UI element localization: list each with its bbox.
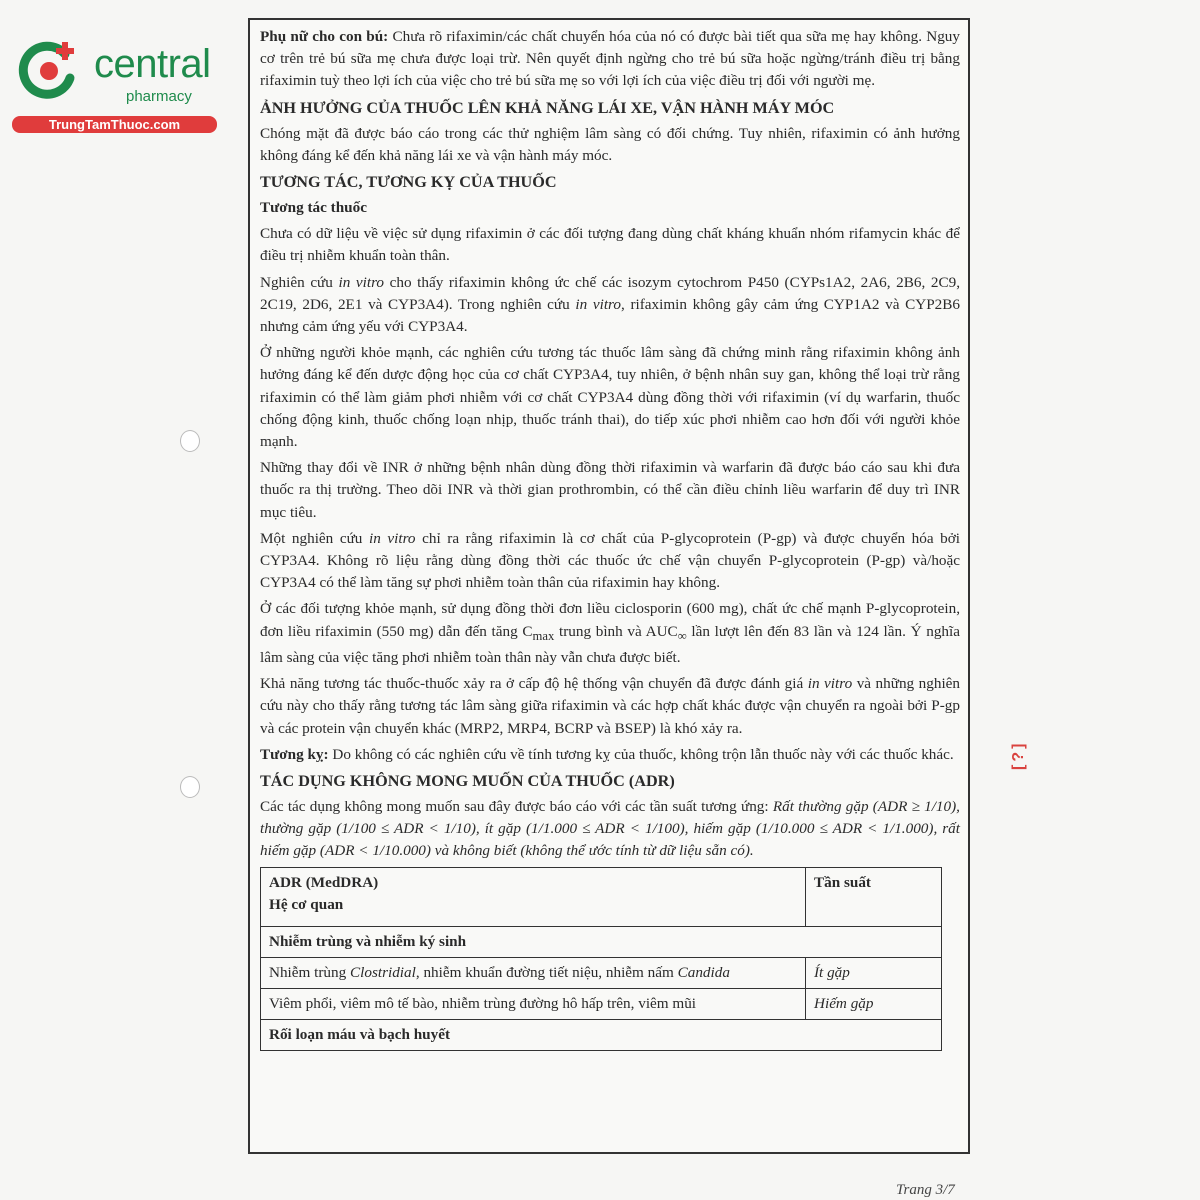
text-span: trung bình và AUC bbox=[554, 622, 678, 640]
text-span: Nhiễm trùng bbox=[269, 963, 350, 981]
auc-subscript: ∞ bbox=[677, 628, 687, 643]
header-frequency: Tần suất bbox=[806, 867, 942, 926]
brand-name: central bbox=[94, 42, 211, 86]
text-span: Khả năng tương tác thuốc-thuốc xảy ra ở cấp độ hệ thống vận chuyển đã được đánh giá bbox=[260, 675, 808, 693]
table-row bbox=[261, 988, 942, 1019]
text-span: , nhiễm khuẩn đường tiết niệu, nhiễm nấm bbox=[415, 963, 678, 981]
text-span: và những nghiên cứu này cho thấy rằng tương tác lâm sàng giữa rifaximin và các hợp chất khác được vận chuyển ra ngoài bởi P-gp và các protein vận chuyển khác (MRP2, MRP4, BCRP và BSEP) là khó xảy ra. bbox=[260, 675, 961, 737]
header-organ-system: Hệ cơ quan bbox=[269, 895, 344, 913]
document-content bbox=[260, 26, 960, 1051]
table-row bbox=[261, 926, 942, 957]
red-stamp: [?] bbox=[1010, 740, 1027, 770]
table-header-row bbox=[261, 867, 942, 926]
paragraph-cyp450 bbox=[260, 272, 960, 339]
punch-hole bbox=[180, 430, 200, 452]
paragraph-pgp bbox=[260, 528, 960, 595]
paragraph-incompatibility bbox=[260, 744, 960, 766]
frequency-definitions: Rất thường gặp (ADR ≥ 1/10), thường gặp (1/100 ≤ ADR < 1/10), ít gặp (1/1.000 ≤ ADR < 1/100), hiếm gặp (1/10.000 ≤ ADR < 1/1.000), rất hiếm gặp (ADR < 1/10.000) và không biết (không thể ước tính từ dữ liệu sẵn có). bbox=[260, 797, 960, 860]
paragraph-healthy-subjects: Ở những người khỏe mạnh, các nghiên cứu tương tác thuốc lâm sàng đã chứng minh rằng rifaximin không ảnh hưởng đáng kể đến dược động học của cơ chất CYP3A4, tuy nhiên, ở bệnh nhân suy gan, không thể loại trừ rằng rifaximin có thể làm giảm phơi nhiễm với cơ chất CYP3A4 dùng đồng thời với rifaximin (ví dụ warfarin, thuốc chống động kinh, thuốc chống loạn nhịp, thuốc tránh thai), do tiếp xúc phơi nhiễm cao hơn đối với người khỏe mạnh. bbox=[260, 344, 960, 451]
group-blood: Rối loạn máu và bạch huyết bbox=[261, 1019, 942, 1050]
table-cell: Viêm phổi, viêm mô tế bào, nhiễm trùng đường hô hấp trên, viêm mũi bbox=[261, 988, 806, 1019]
adr-table bbox=[260, 867, 942, 1051]
cmax-subscript: max bbox=[532, 628, 555, 643]
punch-hole bbox=[180, 776, 200, 798]
group-infections: Nhiễm trùng và nhiễm ký sinh bbox=[261, 926, 942, 957]
incompatibility-text: Do không có các nghiên cứu về tính tương kỵ của thuốc, không trộn lẫn thuốc này với các thuốc khác. bbox=[328, 745, 954, 763]
table-row bbox=[261, 957, 942, 988]
table-header-cell bbox=[261, 867, 806, 926]
paragraph-breastfeeding bbox=[260, 26, 960, 93]
central-pharmacy-logo-icon bbox=[18, 40, 80, 102]
text-span: Nghiên cứu bbox=[260, 273, 339, 291]
paragraph-transport bbox=[260, 673, 960, 740]
paragraph-rifamycin: Chưa có dữ liệu về việc sử dụng rifaximin ở các đối tượng đang dùng chất kháng khuẩn nhóm rifamycin khác để điều trị nhiễm khuẩn toàn thân. bbox=[260, 225, 960, 265]
text-span: Clostridial bbox=[350, 963, 416, 981]
text-span: Các tác dụng không mong muốn sau đây được báo cáo với các tần suất tương ứng: bbox=[260, 797, 773, 815]
incompatibility-label: Tương kỵ: bbox=[260, 745, 329, 763]
breastfeeding-text: Chưa rõ rifaximin/các chất chuyển hóa của nó có được bài tiết qua sữa mẹ hay không. Nguy cơ trên trẻ bú sữa mẹ chưa được loại trừ. Nên quyết định ngừng cho trẻ bú sữa hoặc ngừng/tránh điều trị bằng rifaximin tuỳ theo lợi ích của việc cho trẻ bú sữa mẹ so với lợi ích của việc điều trị đối với người mẹ. bbox=[260, 28, 960, 90]
subheading-drug-interactions: Tương tác thuốc bbox=[260, 199, 367, 217]
header-adr-meddra: ADR (MedDRA) bbox=[269, 873, 379, 891]
text-span: chỉ ra rằng rifaximin là cơ chất của P-glycoprotein (P-gp) và được chuyển hóa bởi CYP3A4. Không rõ liệu rằng dùng đồng thời các thuốc ức chế vận chuyển P-glycoprotein (P-gp) và/hoặc CYP3A4 có thể làm tăng sự phơi nhiễm toàn thân của rifaximin hay không. bbox=[260, 529, 960, 592]
brand-site: TrungTamThuoc.com bbox=[12, 116, 217, 133]
breastfeeding-label: Phụ nữ cho con bú: bbox=[260, 28, 389, 45]
text-span: Một nghiên cứu bbox=[260, 529, 369, 547]
page-number: Trang 3/7 bbox=[896, 1182, 955, 1198]
in-vitro-term: in vitro bbox=[807, 675, 853, 693]
paragraph-driving: Chóng mặt đã được báo cáo trong các thử nghiệm lâm sàng có đối chứng. Tuy nhiên, rifaximin có ảnh hưởng không đáng kể đến khả năng lái xe và vận hành máy móc. bbox=[260, 124, 960, 164]
in-vitro-term: in vitro bbox=[575, 295, 621, 313]
heading-driving: ẢNH HƯỞNG CỦA THUỐC LÊN KHẢ NĂNG LÁI XE, VẬN HÀNH MÁY MÓC bbox=[260, 98, 835, 117]
text-span: cho thấy rifaximin không ức chế các isozym cytochrom P450 (CYPs1A2, 2A6, 2B6, 2C9, 2C19, 2D6, 2E1 và CYP3A4). Trong nghiên cứu bbox=[260, 273, 960, 313]
table-cell bbox=[261, 957, 806, 988]
frequency-cell: Hiếm gặp bbox=[806, 988, 942, 1019]
in-vitro-term: in vitro bbox=[338, 273, 385, 291]
brand-logo bbox=[8, 32, 218, 142]
document-page bbox=[248, 18, 970, 1154]
table-row bbox=[261, 1019, 942, 1050]
text-span: Ở các đối tượng khỏe mạnh, sử dụng đồng thời đơn liều ciclosporin (600 mg), chất ức chế mạnh P-glycoprotein, đơn liều rifaximin (550 mg) dẫn đến tăng C bbox=[260, 600, 960, 640]
heading-adr: TÁC DỤNG KHÔNG MONG MUỐN CỦA THUỐC (ADR) bbox=[260, 771, 675, 790]
paragraph-adr-frequency bbox=[260, 796, 960, 863]
frequency-cell: Ít gặp bbox=[806, 957, 942, 988]
paragraph-inr: Những thay đổi về INR ở những bệnh nhân dùng đồng thời rifaximin và warfarin đã được báo cáo sau khi đưa thuốc ra thị trường. Theo dõi INR và thời gian prothrombin, có thể cần điều chỉnh liều warfarin để duy trì INR mục tiêu. bbox=[260, 459, 960, 521]
text-span: lần lượt lên đến 83 lần và 124 lần. Ý nghĩa lâm sàng của việc tăng phơi nhiễm toàn thân này vẫn chưa được biết. bbox=[260, 622, 960, 666]
brand-sub: pharmacy bbox=[126, 88, 192, 105]
paragraph-ciclosporin bbox=[260, 598, 960, 669]
text-span: , rifaximin không gây cảm ứng CYP1A2 và CYP2B6 nhưng cảm ứng yếu với CYP3A4. bbox=[260, 295, 960, 336]
heading-interactions: TƯƠNG TÁC, TƯƠNG KỴ CỦA THUỐC bbox=[260, 173, 557, 192]
text-span: Candida bbox=[677, 963, 730, 981]
in-vitro-term: in vitro bbox=[369, 529, 416, 547]
